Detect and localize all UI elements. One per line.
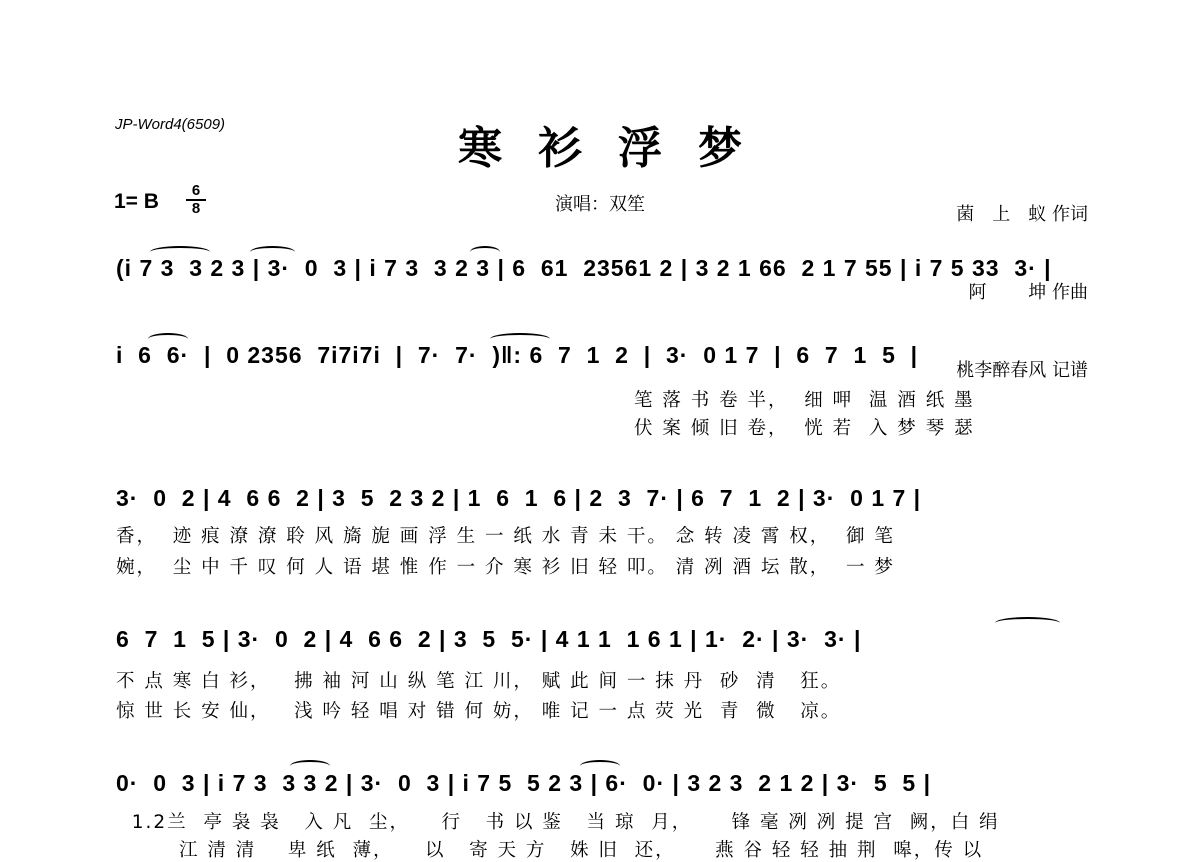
music-row-1: (i 7 3 3 2 3 | 3· 0 3 | i 7 3 3 2 3 | 6 61 23561 2 | 3 2 1 66 2 1 7 55 | i 7 5 33 3· | <box>116 255 1052 281</box>
slur-arc <box>150 246 210 258</box>
lyric-row-3-verse-1: 香， 迹 痕 潦 潦 聆 风 旖 旎 画 浮 生 一 纸 水 青 未 干。 念 转 凌 霄 权， 御 笔 <box>116 526 895 547</box>
slur-arc <box>470 246 500 258</box>
key-signature: 1= B <box>114 190 159 213</box>
time-signature <box>186 184 206 216</box>
slur-arc <box>490 333 550 345</box>
composer-credit: 阿 坤 作曲 <box>968 282 1088 303</box>
lyric-row-5-verse-1: 1.2兰 亭 袅 袅 入 凡 尘， 行 书 以 鉴 当 琼 月， 锋 毫 冽 冽 提 宫 阙，白 绢 <box>116 812 1000 833</box>
lyric-row-4-verse-2: 惊 世 长 安 仙， 浅 吟 轻 唱 对 错 何 妨， 唯 记 一 点 荧 光 青 微 凉。 <box>116 701 842 722</box>
singer-line: 演唱：双笙 <box>555 194 645 215</box>
slur-arc <box>995 617 1060 629</box>
lyric-row-5-verse-2: 江 清 清 卑 纸 薄， 以 寄 天 方 姝 旧 还， 燕 谷 轻 轻 抽 荆 嗥，传 以 <box>116 840 984 861</box>
lyric-row-4-verse-1: 不 点 寒 白 衫， 拂 袖 河 山 纵 笔 江 川， 赋 此 间 一 抹 丹 砂 清 狂。 <box>116 671 842 692</box>
music-row-5: 0· 0 3 | i 7 3 3 3 2 | 3· 0 3 | i 7 5 5 2 3 | 6· 0· | 3 2 3 2 1 2 | 3· 5 5 | <box>116 770 932 796</box>
music-row-4: 6 7 1 5 | 3· 0 2 | 4 6 6 2 | 3 5 5· | 4 1 1 1 6 1 | 1· 2· | 3· 3· | <box>116 626 862 652</box>
music-row-2: i 6 6· | 0 2356 7i7i7i | 7· 7· )‖: 6 7 1 2 | 3· 0 1 7 | 6 7 1 5 | <box>116 342 919 368</box>
transcriber-credit: 桃李醉春风 记谱 <box>956 360 1088 381</box>
song-title: 寒衫浮梦 <box>458 123 778 174</box>
slur-arc <box>250 246 295 258</box>
lyricist-credit: 菌 上 蚁 作词 <box>956 204 1088 225</box>
software-label: JP-Word4(6509) <box>115 116 226 133</box>
lyric-row-2-verse-1: 笔 落 书 卷 半， 细 呷 温 酒 纸 墨 <box>634 390 975 411</box>
music-row-3: 3· 0 2 | 4 6 6 2 | 3 5 2 3 2 | 1 6 1 6 | 2 3 7· | 6 7 1 2 | 3· 0 1 7 | <box>116 485 922 511</box>
slur-arc <box>580 760 620 772</box>
time-signature-bottom: 8 <box>191 200 201 217</box>
slur-arc <box>148 333 188 345</box>
time-signature-top: 6 <box>191 182 201 199</box>
slur-arc <box>290 760 330 772</box>
lyric-row-2-verse-2: 伏 案 倾 旧 卷， 恍 若 入 梦 琴 瑟 <box>634 418 975 439</box>
lyric-row-3-verse-2: 婉， 尘 中 千 叹 何 人 语 堪 惟 作 一 介 寒 衫 旧 轻 叩。 清 冽 酒 坛 散， 一 梦 <box>116 557 895 578</box>
